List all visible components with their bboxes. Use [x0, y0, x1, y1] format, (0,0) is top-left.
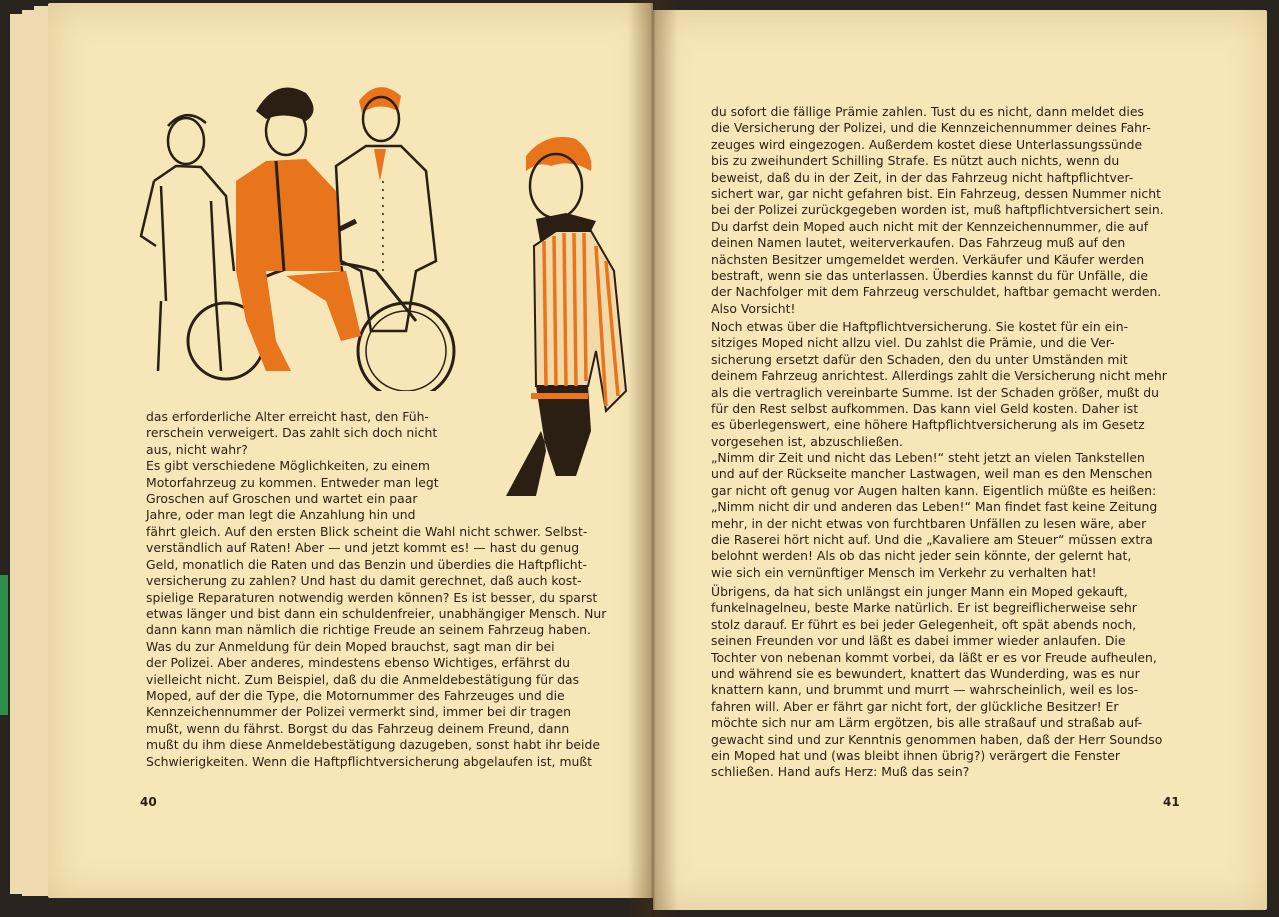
group-of-youths-with-moped-illustration	[116, 71, 466, 391]
right-page	[653, 10, 1267, 910]
text-line: aus, nicht wahr?	[146, 441, 248, 457]
text-line: fahren will. Aber er fährt gar nicht fort, der glückliche Besitzer! Er	[711, 698, 1119, 714]
text-line: und während sie es bewundert, knattert das Wunderding, was es nur	[711, 666, 1140, 682]
right-paragraph-4	[711, 584, 1185, 781]
text-line: bei der Polizei zurückgegeben worden ist, muß haftpflichtversichert sein.	[711, 202, 1164, 218]
left-paragraph-narrow	[146, 409, 452, 524]
left-page	[48, 3, 653, 898]
text-line: bis zu zweihundert Schilling Strafe. Es nützt auch nichts, wenn du	[711, 153, 1120, 169]
text-line: du sofort die fällige Prämie zahlen. Tust du es nicht, dann meldet dies	[711, 104, 1144, 119]
text-line: zeuges wird eingezogen. Außerdem kostet diese Unterlassungssünde	[711, 136, 1143, 152]
text-line: fährt gleich. Auf den ersten Blick scheint die Wahl nicht schwer. Selbst-	[146, 524, 588, 539]
page-number-right: 41	[1163, 795, 1180, 809]
text-line: sitziges Moped nicht allzu viel. Du zahlst die Prämie, und die Ver-	[711, 335, 1115, 351]
striped-shirt	[534, 231, 626, 411]
text-line: „Nimm nicht dir und anderen das Leben!“ Man findet fast keine Zeitung	[711, 499, 1158, 515]
text-line: etwas länger und bist dann ein schuldenfreier, unabhängiger Mensch. Nur	[146, 606, 607, 622]
text-line: Es gibt verschiedene Möglichkeiten, zu einem	[146, 458, 430, 474]
boy-in-striped-shirt-illustration	[496, 131, 646, 501]
text-line: Übrigens, da hat sich unlängst ein junger Mann ein Moped gekauft,	[711, 584, 1128, 599]
right-paragraph-1	[711, 104, 1185, 317]
text-line: die Raserei hört nicht auf. Und die „Kavaliere am Steuer“ müssen extra	[711, 532, 1153, 548]
text-line: sichert war, gar nicht gefahren bist. Ein Fahrzeug, dessen Nummer nicht	[711, 186, 1161, 202]
text-line: mußt du ihm diese Anmeldebestätigung dazugeben, sonst habt ihr beide	[146, 737, 600, 753]
book-gutter-shadow	[628, 0, 678, 917]
text-line: Schwierigkeiten. Wenn die Haftpflichtversicherung abgelaufen ist, mußt	[146, 753, 593, 769]
text-line: schließen. Hand aufs Herz: Muß das sein?	[711, 764, 970, 780]
text-line: als die vertraglich vereinbarte Summe. Ist der Schaden größer, mußt du	[711, 384, 1160, 400]
text-line: mehr, in der nicht etwas von furchtbaren Unfällen zu lesen wäre, aber	[711, 515, 1147, 531]
text-line: Groschen auf Groschen und wartet ein paar	[146, 491, 418, 507]
right-paragraph-2	[711, 319, 1185, 450]
text-line: der Nachfolger mit dem Fahrzeug verschuldet, haftbar gemacht werden.	[711, 284, 1162, 300]
page-number-left: 40	[140, 795, 157, 809]
right-paragraph-3	[711, 450, 1185, 581]
text-line: funkelnagelneu, beste Marke natürlich. Er ist begreiflicherweise sehr	[711, 600, 1137, 616]
text-line: es überlegenswert, eine höhere Haftpflichtversicherung als im Gesetz	[711, 417, 1145, 433]
text-line: nächsten Besitzer umgemeldet werden. Verkäufer und Käufer werden	[711, 251, 1145, 267]
text-line: das erforderliche Alter erreicht hast, den Füh-	[146, 409, 429, 424]
text-line: dann kann man nämlich die richtige Freude an seinem Fahrzeug haben.	[146, 622, 591, 638]
text-line: Was du zur Anmeldung für dein Moped brauchst, sagt man dir bei	[146, 638, 555, 654]
text-line: Du darfst dein Moped auch nicht mit der Kennzeichennummer, die auf	[711, 218, 1149, 234]
text-line: gewacht sind und zur Kenntnis genommen haben, daß der Herr Soundso	[711, 731, 1163, 747]
text-line: vorgesehen ist, abzuschließen.	[711, 433, 903, 449]
text-line: Tochter von nebenan kommt vorbei, da läßt er es vor Freude aufheulen,	[711, 649, 1157, 665]
text-line: deinem Fahrzeug anrichtest. Allerdings zahlt die Versicherung nicht mehr	[711, 368, 1167, 384]
left-paragraph-wide	[146, 524, 607, 770]
green-bookmark-strip	[0, 575, 8, 715]
text-line: gar nicht oft genug vor Augen halten kann. Eigentlich müßte es heißen:	[711, 482, 1157, 498]
text-line: seinen Freunden vor und läßt es dabei immer wieder anlaufen. Die	[711, 633, 1126, 649]
text-line: ein Moped hat und (was bleibt ihnen übrig?) verärgert die Fenster	[711, 748, 1120, 764]
text-line: vielleicht nicht. Zum Beispiel, daß du die Anmeldebestätigung für das	[146, 671, 580, 687]
text-line: Moped, auf der die Type, die Motornummer des Fahrzeuges und die	[146, 688, 565, 704]
text-line: Also Vorsicht!	[711, 300, 796, 316]
text-line: rerschein verweigert. Das zahlt sich doch nicht	[146, 425, 438, 441]
text-line: versicherung zu zahlen? Und hast du damit gerechnet, daß auch kost-	[146, 573, 582, 589]
text-line: beweist, daß du in der Zeit, in der das Fahrzeug nicht haftpflichtver-	[711, 169, 1134, 185]
text-line: Jahre, oder man legt die Anzahlung hin und	[146, 507, 416, 523]
text-line: für den Rest selbst aufkommen. Das kann viel Geld kosten. Daher ist	[711, 401, 1139, 417]
text-line: verständlich auf Raten! Aber — und jetzt kommt es! — hast du genug	[146, 540, 580, 556]
text-line: Motorfahrzeug zu kommen. Entweder man legt	[146, 474, 439, 490]
text-line: mußt, wenn du fährst. Borgst du das Fahrzeug deinem Freund, dann	[146, 720, 570, 736]
text-line: und auf der Rückseite mancher Lastwagen, weil man es den Menschen	[711, 466, 1153, 482]
text-line: Geld, monatlich die Raten und das Benzin und überdies die Haftpflicht-	[146, 556, 587, 572]
text-line: deinen Namen lautet, weiterverkaufen. Das Fahrzeug muß auf den	[711, 235, 1126, 251]
text-line: möchte sich nur am Lärm ergötzen, bis alle straßauf und straßab auf-	[711, 715, 1143, 731]
text-line: der Polizei. Aber anderes, mindestens ebenso Wichtiges, erfährst du	[146, 655, 570, 671]
text-line: „Nimm dir Zeit und nicht das Leben!“ steht jetzt an vielen Tankstellen	[711, 450, 1145, 465]
text-line: bestraft, wenn sie das unterlassen. Überdies kannst du für Unfälle, die	[711, 268, 1149, 284]
text-line: belohnt werden! Als ob das nicht jeder sein könnte, der gelernt hat,	[711, 548, 1132, 564]
text-line: Kennzeichennummer der Polizei vermerkt sind, immer bei dir tragen	[146, 704, 571, 720]
text-line: sicherung ersetzt dafür den Schaden, den du unter Umständen mit	[711, 351, 1128, 367]
text-line: knattern kann, und brummt und murrt — wahrscheinlich, weil es los-	[711, 682, 1139, 698]
text-line: wie sich ein vernünftiger Mensch im Verkehr zu verhalten hat!	[711, 564, 1097, 580]
text-line: die Versicherung der Polizei, und die Kennzeichennummer deines Fahr-	[711, 120, 1151, 136]
text-line: spielige Reparaturen notwendig werden können? Es ist besser, du sparst	[146, 589, 598, 605]
text-line: stolz darauf. Er führt es bei jeder Gelegenheit, oft spät abends noch,	[711, 616, 1137, 632]
text-line: Noch etwas über die Haftpflichtversicherung. Sie kostet für ein ein-	[711, 319, 1129, 334]
